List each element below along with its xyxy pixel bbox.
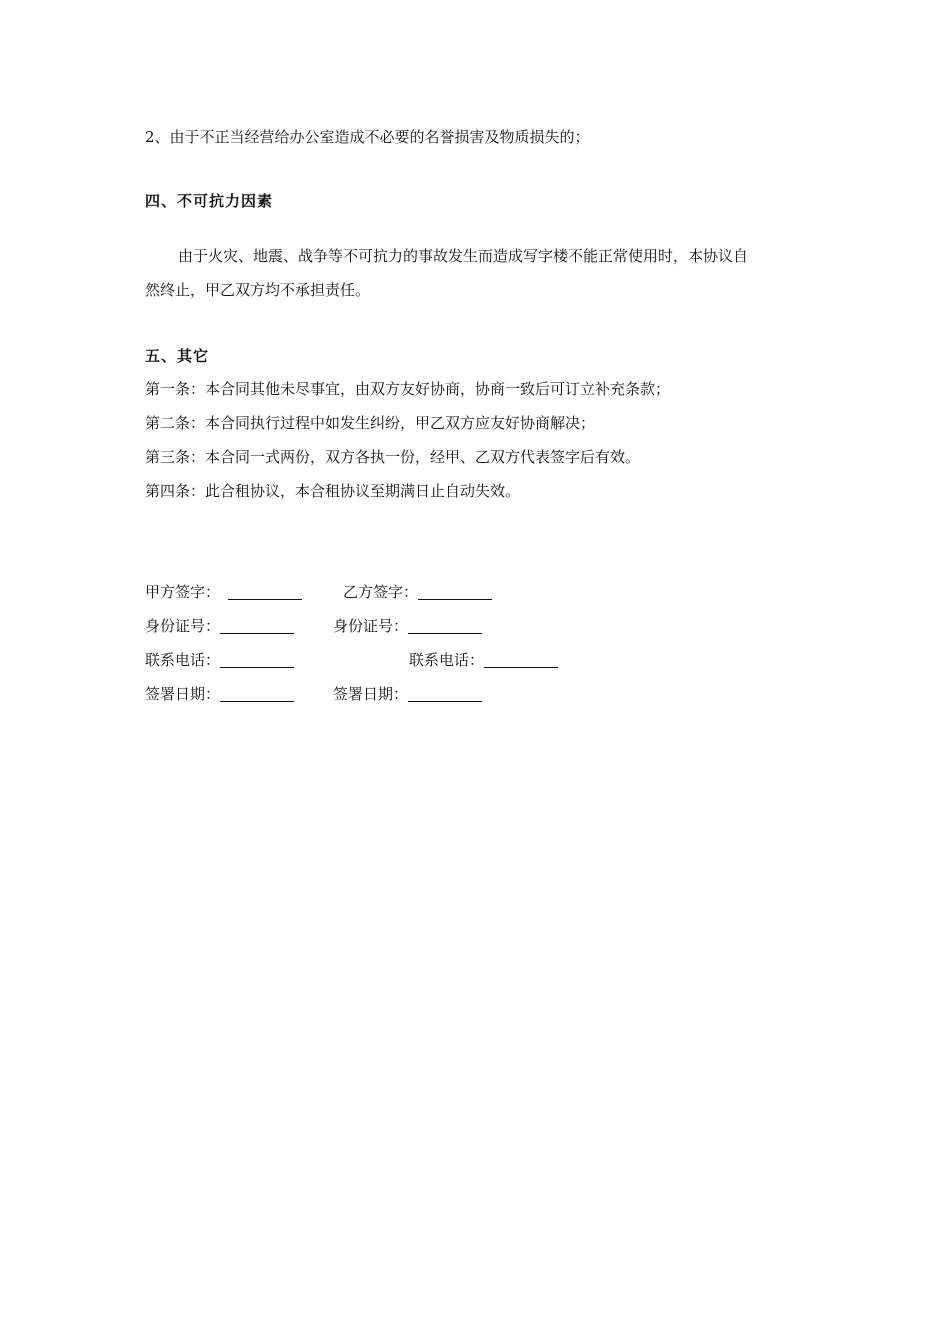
party-a-phone-row — [145, 650, 294, 670]
party-b-id-label: 身份证号： — [333, 617, 409, 635]
party-b-id-row — [333, 616, 482, 636]
party-a-id-label: 身份证号： — [145, 617, 221, 635]
party-a-phone-label: 联系电话： — [145, 651, 221, 669]
section-4-paragraph-line-2: 然终止，甲乙双方均不承担责任。 — [145, 281, 371, 299]
party-b-phone-row — [409, 650, 558, 670]
section-4-paragraph-line-1: 由于火灾、地震、战争等不可抗力的事故发生而造成写字楼不能正常使用时，本协议自 — [178, 247, 749, 265]
party-b-date-blank[interactable] — [408, 686, 482, 702]
article-1: 第一条：本合同其他未尽事宜，由双方友好协商，协商一致后可订立补充条款； — [145, 380, 671, 398]
section-5-heading: 五、其它 — [145, 347, 210, 365]
article-3: 第三条：本合同一式两份，双方各执一份，经甲、乙双方代表签字后有效。 — [145, 448, 641, 466]
party-b-date-row — [333, 684, 482, 704]
section-4-heading: 四、不可抗力因素 — [145, 192, 274, 210]
party-b-signature-label: 乙方签字： — [343, 583, 419, 601]
party-a-phone-blank[interactable] — [220, 652, 294, 668]
party-b-phone-blank[interactable] — [484, 652, 558, 668]
article-4: 第四条：此合租协议，本合租协议至期满日止自动失效。 — [145, 482, 521, 500]
party-a-id-row — [145, 616, 294, 636]
party-a-signature-label: 甲方签字： — [145, 583, 221, 601]
party-a-signature-row — [145, 582, 302, 602]
party-b-phone-label: 联系电话： — [409, 651, 485, 669]
party-a-date-label: 签署日期： — [145, 685, 221, 703]
party-a-date-row — [145, 684, 294, 704]
party-a-id-blank[interactable] — [220, 618, 294, 634]
clause-2-text: 2、由于不正当经营给办公室造成不必要的名誉损害及物质损失的； — [145, 128, 590, 146]
party-a-date-blank[interactable] — [220, 686, 294, 702]
party-a-signature-blank[interactable] — [228, 584, 302, 600]
party-b-signature-row — [343, 582, 492, 602]
party-b-id-blank[interactable] — [408, 618, 482, 634]
party-b-signature-blank[interactable] — [418, 584, 492, 600]
article-2: 第二条：本合同执行过程中如发生纠纷，甲乙双方应友好协商解决； — [145, 414, 596, 432]
party-b-date-label: 签署日期： — [333, 685, 409, 703]
